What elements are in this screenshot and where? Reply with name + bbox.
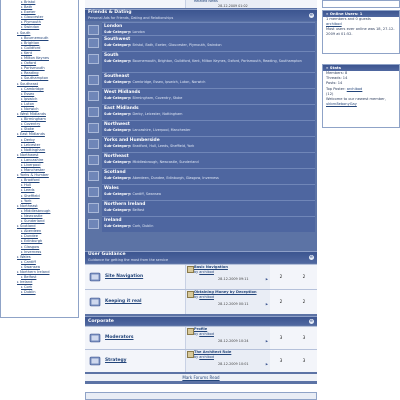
thread-count: 3 xyxy=(279,335,283,340)
forum-title-link[interactable]: Moderators xyxy=(105,335,134,340)
sidebar-item[interactable]: ▸ Ipswich xyxy=(1,97,78,102)
folder-icon xyxy=(88,123,99,133)
sidebar-item[interactable]: ▸ Yorks & Humber xyxy=(1,173,78,178)
top-last-post xyxy=(185,0,270,8)
thread-count: 3 xyxy=(279,358,283,363)
sidebar-item[interactable]: ▸ Southampton xyxy=(1,76,78,81)
last-post-author xyxy=(194,270,214,274)
sidebar-item[interactable]: ▸ Coventry xyxy=(1,122,78,127)
sidebar-item[interactable]: ▸ Scotland xyxy=(1,224,78,229)
subcategory-list[interactable]: Birmingham, Coventry, Stoke xyxy=(132,96,183,100)
sidebar-item[interactable]: ▸ Nottingham xyxy=(1,148,78,153)
sidebar-item[interactable]: ▸ Southeast xyxy=(1,82,78,87)
folder-icon xyxy=(88,171,99,181)
sidebar-item[interactable]: ▸ Northwest xyxy=(1,153,78,158)
stats-title[interactable]: » Stats xyxy=(323,65,399,71)
category-title[interactable]: Friends & Dating xyxy=(88,9,132,15)
forum-title[interactable]: Scotland xyxy=(104,170,126,175)
post-icon xyxy=(187,328,194,335)
forum-title[interactable]: South xyxy=(104,53,119,58)
stats-members: Members: 8 xyxy=(326,71,348,75)
sidebar-item[interactable]: ▸ Belfast xyxy=(1,275,78,280)
sidebar-item[interactable]: ▸ Wales xyxy=(1,255,78,260)
folder-icon xyxy=(88,25,99,35)
subcategory-list[interactable]: Bristol, Bath, Exeter, Gloucester, Plymouth, Swindon xyxy=(132,43,222,47)
forum-subcategories xyxy=(104,30,313,34)
forum-row[interactable] xyxy=(102,72,315,88)
subcategory-label: Sub-Category: xyxy=(104,144,132,148)
category-corporate[interactable] xyxy=(85,316,317,325)
stats-posts: Posts: 14 xyxy=(326,81,343,86)
last-post-title[interactable]: Profile xyxy=(194,327,208,331)
sidebar-item[interactable]: ▸ Cambridge xyxy=(1,87,78,92)
collapse-icon[interactable]: ⊖ xyxy=(310,319,313,323)
sidebar-item[interactable]: ▸ Dundee xyxy=(1,234,78,239)
forum-subcategories xyxy=(104,208,313,212)
online-user-link[interactable]: archibod xyxy=(326,22,342,27)
forum-subcategories xyxy=(104,192,313,196)
mark-forums-read-link[interactable]: Mark Forums Read xyxy=(85,374,317,381)
sidebar-item[interactable]: ▸ Plymouth xyxy=(1,20,78,25)
online-record: Most users ever online was 18, 27-12-2009 at 01:52. xyxy=(326,27,395,36)
sidebar-item[interactable]: ▸ Northeast xyxy=(1,204,78,209)
by-label: by xyxy=(194,332,199,336)
forum-title[interactable]: London xyxy=(104,24,123,29)
sidebar-item[interactable]: ▸ Stoke xyxy=(1,127,78,132)
subcategory-list[interactable]: Aberdeen, Dundee, Edinburgh, Glasgow, Inverness xyxy=(132,176,219,180)
sidebar-item[interactable]: ▸ West Midlands xyxy=(1,112,78,117)
author-link[interactable]: archibod xyxy=(199,295,214,299)
post-count: 3 xyxy=(302,335,306,340)
sidebar-item[interactable]: ▸ Manchester xyxy=(1,168,78,173)
last-post-date: 28-12-2009 00:11 xyxy=(218,302,249,306)
post-icon xyxy=(187,351,194,358)
last-post-date: 28-12-2009 10:24 xyxy=(218,339,249,343)
subcategory-list[interactable]: Derby, Leicester, Nottingham xyxy=(132,112,183,116)
last-post-title[interactable]: Basic Navigation xyxy=(194,265,228,269)
post-count: 2 xyxy=(302,274,306,279)
sidebar-item[interactable]: ▸ Inverness xyxy=(1,250,78,255)
forum-title[interactable]: Wales xyxy=(104,186,119,191)
subcategory-list[interactable]: Bradford, Hull, Leeds, Sheffield, York xyxy=(132,144,195,148)
sidebar-item[interactable]: ▸ Derby xyxy=(1,138,78,143)
forum-status-icon xyxy=(89,296,101,308)
sidebar-item[interactable]: ▸ Gloucester xyxy=(1,15,78,20)
sidebar-item[interactable]: ▸ Bournemouth xyxy=(1,36,78,41)
forum-subcategories xyxy=(104,160,313,164)
last-post-date: 28-12-2009 09:11 xyxy=(218,277,249,281)
sidebar-item[interactable]: ▸ Guildford xyxy=(1,46,78,51)
last-post-cell xyxy=(185,350,270,372)
go-to-post-icon[interactable]: ▶ xyxy=(265,339,268,343)
category-title[interactable]: Corporate xyxy=(88,319,114,324)
thread-count: 2 xyxy=(279,274,283,279)
folder-icon xyxy=(88,38,99,48)
sidebar-item[interactable]: ▸ Hull xyxy=(1,183,78,188)
subcategory-label: Sub-Category: xyxy=(104,176,132,180)
by-label: by xyxy=(194,295,199,299)
sidebar-item[interactable]: ▸ East Midlands xyxy=(1,132,78,137)
top-last-date: 28-12-2009 01:02 xyxy=(218,3,248,8)
top-poster-label: Top Poster: xyxy=(326,86,346,91)
forum-title[interactable]: East Midlands xyxy=(104,106,139,111)
sidebar-item[interactable]: ▸ Reading xyxy=(1,71,78,76)
forum-title-link[interactable]: Site Navigation xyxy=(105,274,144,279)
post-count: 2 xyxy=(302,299,306,304)
sidebar-item[interactable]: ▸ Bradford xyxy=(1,178,78,183)
sidebar-item[interactable]: ▸ Brighton xyxy=(1,41,78,46)
forum-status-icon xyxy=(89,332,101,344)
online-users-title[interactable]: » Online Users: 1 xyxy=(323,11,399,17)
go-to-post-icon[interactable]: ▶ xyxy=(265,362,268,366)
forum-row[interactable] xyxy=(102,120,315,136)
sidebar-item[interactable]: ▸ Sheffield xyxy=(1,194,78,199)
forum-row[interactable] xyxy=(102,35,315,51)
last-post-author xyxy=(194,295,214,299)
category-title[interactable]: User Guidance xyxy=(88,251,126,257)
author-link[interactable]: archibod xyxy=(199,355,214,359)
forum-row[interactable] xyxy=(102,216,315,232)
sidebar-item[interactable]: ▸ Lancashire xyxy=(1,158,78,163)
forum-list xyxy=(85,0,317,384)
forum-title[interactable]: Ireland xyxy=(104,218,122,223)
author-link[interactable]: archibod xyxy=(199,270,214,274)
last-post-date: 28-12-2009 10:01 xyxy=(218,362,249,366)
subcategory-list[interactable]: Cork, Dublin xyxy=(132,224,154,228)
stats-box xyxy=(322,64,400,128)
top-poster-link[interactable]: archibod xyxy=(346,86,363,91)
forum-row[interactable] xyxy=(85,289,317,314)
subcategory-list[interactable]: Lancashire, Liverpool, Manchester xyxy=(132,128,191,132)
subcategory-label: Sub-Category: xyxy=(104,43,132,47)
sidebar-item[interactable]: ▸ Oxford xyxy=(1,61,78,66)
sidebar-item[interactable]: ▸ Portsmouth xyxy=(1,66,78,71)
subcategory-label: Sub-Category: xyxy=(104,96,132,100)
last-post-cell xyxy=(185,290,270,314)
sidebar-item[interactable]: ▸ York xyxy=(1,199,78,204)
subcategory-list[interactable]: Cardiff, Swansea xyxy=(132,192,161,196)
subcategory-list[interactable]: Bournemouth, Brighton, Guildford, Kent, Milton Keynes, Oxford, Portsmouth, Reading, Southampton xyxy=(132,59,302,63)
last-post-cell xyxy=(185,327,270,349)
sidebar-item[interactable]: ▸ Leeds xyxy=(1,188,78,193)
sidebar-item[interactable]: ▸ Norwich xyxy=(1,107,78,112)
forum-status-icon xyxy=(89,271,101,283)
forum-row[interactable] xyxy=(85,326,317,349)
folder-icon xyxy=(88,139,99,149)
forum-title[interactable]: Northwest xyxy=(104,122,130,127)
sidebar-item[interactable]: ▸ Cardiff xyxy=(1,260,78,265)
forum-row[interactable] xyxy=(102,22,315,35)
post-icon xyxy=(187,266,194,273)
sidebar-item[interactable]: ▸ Kent xyxy=(1,51,78,56)
sidebar-item[interactable]: ▸ Middlesbrough xyxy=(1,209,78,214)
forum-title-link[interactable]: Keeping it real xyxy=(105,299,142,304)
forum-row[interactable] xyxy=(85,349,317,372)
by-label: by xyxy=(194,355,199,359)
category-user-guidance[interactable] xyxy=(85,251,317,263)
subcategory-label: Sub-Category: xyxy=(104,30,132,34)
forum-row[interactable] xyxy=(102,51,315,72)
forum-title[interactable]: Yorks and Humberside xyxy=(104,138,160,143)
forum-row[interactable] xyxy=(102,88,315,104)
folder-icon xyxy=(88,219,99,229)
forum-title[interactable]: Northeast xyxy=(104,154,129,159)
category-subtitle: Guidance for getting the most from the service xyxy=(88,257,169,262)
forum-row[interactable] xyxy=(102,104,315,120)
collapse-icon[interactable]: ⊖ xyxy=(310,12,313,17)
subcategory-label: Sub-Category: xyxy=(104,112,132,116)
forum-row[interactable] xyxy=(102,152,315,168)
go-to-post-icon[interactable]: ▶ xyxy=(265,302,268,306)
online-users-box xyxy=(322,10,400,54)
subcategory-list[interactable]: Belfast xyxy=(132,208,145,212)
last-post-author xyxy=(194,332,214,336)
sidebar-nav xyxy=(0,0,79,318)
forum-row[interactable] xyxy=(102,168,315,184)
top-poster-count: (12) xyxy=(326,91,334,96)
sidebar-item[interactable]: ▸ Glasgow xyxy=(1,245,78,250)
forum-title[interactable]: West Midlands xyxy=(104,90,141,95)
sidebar-item[interactable]: ▸ Dublin xyxy=(1,290,78,295)
forum-row[interactable] xyxy=(85,264,317,289)
forum-subcategories xyxy=(104,224,313,228)
sidebar-item[interactable]: ▸ Edinburgh xyxy=(1,239,78,244)
stats-threads: Threads: 14 xyxy=(326,76,348,81)
folder-icon xyxy=(88,203,99,213)
subcategory-list[interactable]: Middlesbrough, Newcastle, Sunderland xyxy=(132,160,199,164)
folder-icon xyxy=(88,187,99,197)
author-link[interactable]: archibod xyxy=(199,332,214,336)
sidebar-item[interactable]: ▸ Luton xyxy=(1,102,78,107)
sidebar-item[interactable]: ▸ Northern Ireland xyxy=(1,270,78,275)
sidebar-item[interactable]: ▸ Swansea xyxy=(1,265,78,270)
forum-row[interactable] xyxy=(102,184,315,200)
folder-icon xyxy=(88,107,99,117)
sidebar-item[interactable]: ▸ Ireland xyxy=(1,280,78,285)
forum-title[interactable]: Southeast xyxy=(104,74,130,79)
forum-subcategories xyxy=(104,144,313,148)
forum-subcategories xyxy=(104,112,313,116)
subcategory-label: Sub-Category: xyxy=(104,128,132,132)
last-post-title[interactable]: Obtaining Money by Deception xyxy=(194,290,257,294)
sidebar-item[interactable]: ▸ Cork xyxy=(1,285,78,290)
subcategory-label: Sub-Category: xyxy=(104,224,132,228)
subcategory-label: Sub-Category: xyxy=(104,80,132,84)
right-top-box xyxy=(322,0,400,8)
subcategory-label: Sub-Category: xyxy=(104,192,132,196)
folder-icon xyxy=(88,54,99,64)
subcategory-label: Sub-Category: xyxy=(104,160,132,164)
welcome-text: Welcome to our newest member, xyxy=(326,97,386,102)
forum-subcategories xyxy=(104,176,313,180)
sidebar-item[interactable]: ▸ Swindon xyxy=(1,25,78,30)
category-subtitle: Personal Ads for Friends, Dating and Relationships xyxy=(88,15,174,20)
forum-subcategories xyxy=(104,59,313,63)
forum-subcategories xyxy=(104,96,313,100)
subcategory-label: Sub-Category: xyxy=(104,59,132,63)
post-icon xyxy=(187,291,194,298)
go-to-post-icon[interactable]: ▶ xyxy=(265,277,268,281)
forum-subcategories xyxy=(104,43,313,47)
last-post-title[interactable]: The Architect Role xyxy=(194,350,232,354)
collapse-icon[interactable]: ⊖ xyxy=(310,254,313,259)
last-post-author xyxy=(194,355,214,359)
post-count: 3 xyxy=(302,358,306,363)
by-label: by xyxy=(194,270,199,274)
online-count: 1 members and 0 guests xyxy=(326,17,371,21)
sidebar-item[interactable]: ▸ Newcastle xyxy=(1,214,78,219)
sidebar-item[interactable]: ▸ Leicester xyxy=(1,143,78,148)
sidebar-item[interactable]: ▸ Liverpool xyxy=(1,163,78,168)
folder-icon xyxy=(88,91,99,101)
sidebar-item[interactable]: ▸ South xyxy=(1,31,78,36)
last-post-cell xyxy=(185,265,270,289)
sidebar-item[interactable]: ▸ Aberdeen xyxy=(1,229,78,234)
folder-icon xyxy=(88,155,99,165)
sidebar-item[interactable]: ▸ Milton Keynes xyxy=(1,56,78,61)
sidebar-item[interactable]: ▸ Bristol xyxy=(1,0,78,5)
forum-title[interactable]: Northern Ireland xyxy=(104,202,146,207)
forum-subcategories xyxy=(104,128,313,132)
subcategory-list[interactable]: London xyxy=(132,30,145,34)
sidebar-item[interactable]: ▸ Bath xyxy=(1,5,78,10)
forum-subcategories xyxy=(104,80,313,84)
forum-row[interactable] xyxy=(102,136,315,152)
newest-member-link[interactable]: ukbrn8ebonyGay xyxy=(326,101,357,106)
sidebar-item[interactable]: ▸ Exeter xyxy=(1,10,78,15)
sidebar-item[interactable]: ▸ Essex xyxy=(1,92,78,97)
thread-count: 2 xyxy=(279,299,283,304)
subcategory-list[interactable]: Cambridge, Essex, Ipswich, Luton, Norwich xyxy=(132,80,206,84)
category-friends-dating[interactable] xyxy=(85,9,317,21)
forum-title[interactable]: Southwest xyxy=(104,37,131,42)
folder-icon xyxy=(88,75,99,85)
sidebar-item[interactable]: ▸ Sunderland xyxy=(1,219,78,224)
bottom-panel xyxy=(85,392,317,400)
subcategory-label: Sub-Category: xyxy=(104,208,132,212)
sidebar-item[interactable]: ▸ Birmingham xyxy=(1,117,78,122)
forum-row[interactable] xyxy=(102,200,315,216)
forum-title-link[interactable]: Strategy xyxy=(105,358,127,363)
forum-status-icon xyxy=(89,355,101,367)
top-last-title[interactable]: Related News xyxy=(194,0,218,3)
